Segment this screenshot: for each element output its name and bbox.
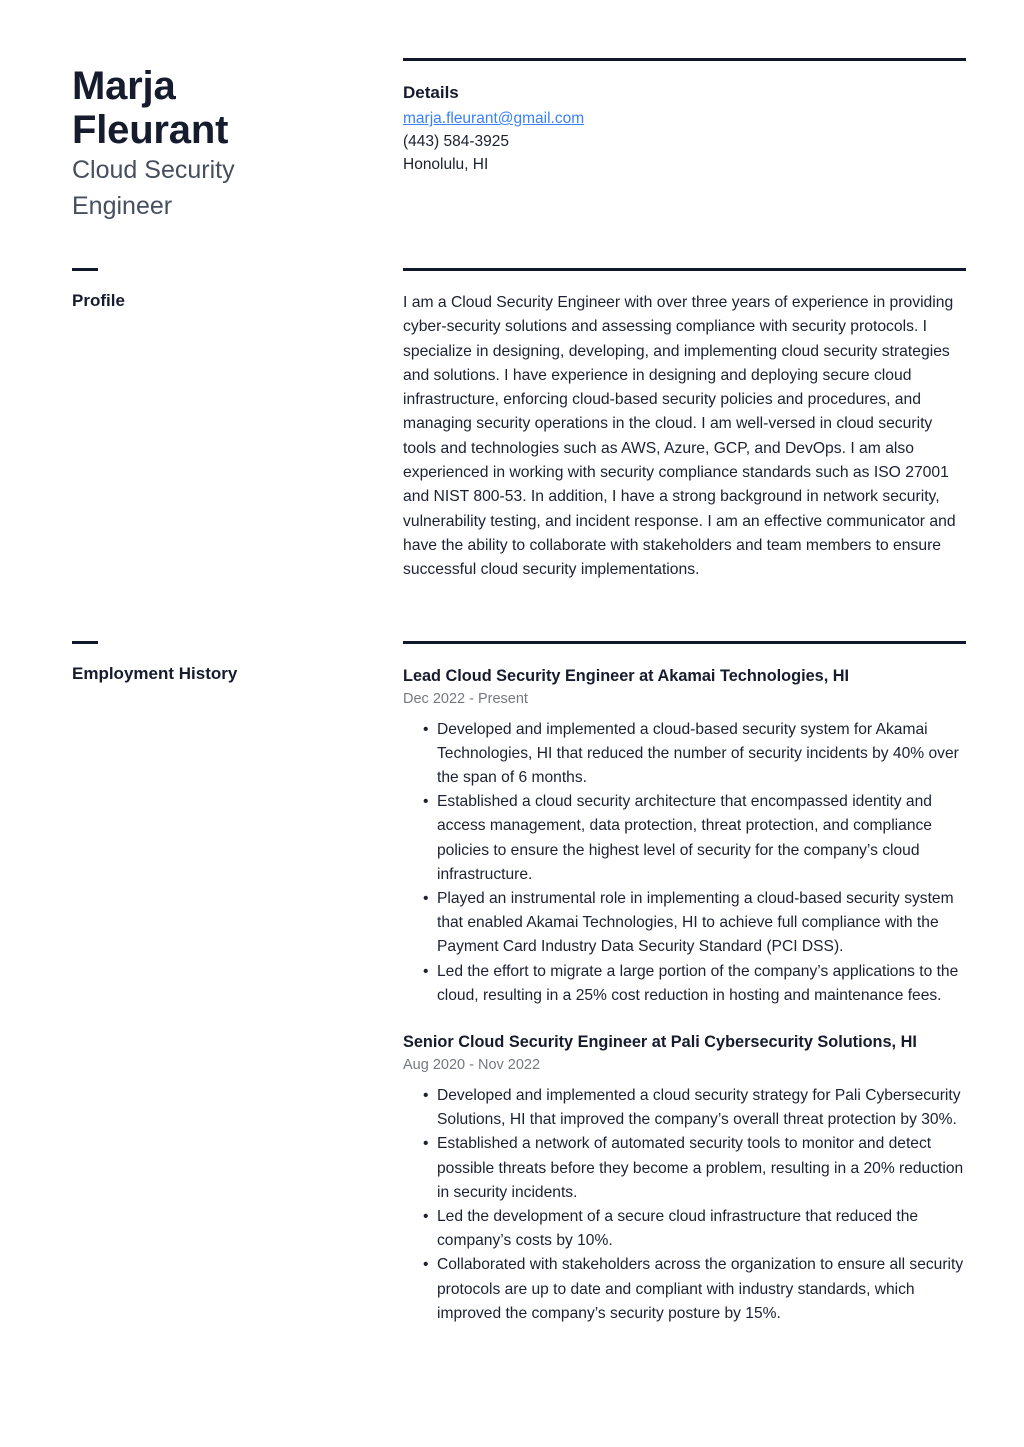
list-item [403,1084,966,1132]
list-item-text: Established a network of automated security tools to monitor and detect possible threats before they become a problem, resulting in a 20% reduction in security incidents. [437,1135,964,1201]
phone-number: (443) 584-3925 [403,133,509,150]
section-label-employment-history: Employment History [72,663,238,683]
employment-divider [403,641,966,644]
email-link[interactable]: marja.fleurant@gmail.com [403,110,585,127]
bullet-icon: • [423,889,429,907]
bullet-icon: • [423,962,429,980]
list-item-text: Led the development of a secure cloud infrastructure that reduced the company’s costs by 10%. [437,1208,919,1250]
employment-body [403,641,966,1326]
employment-entry [403,1030,966,1326]
profile-section [72,268,966,583]
bullet-icon: • [423,1135,429,1153]
details-section [403,58,966,176]
profile-body [403,268,966,583]
employment-entry-dates: Aug 2020 - Nov 2022 [403,1057,541,1073]
list-item [403,718,966,791]
employment-entry-heading: Lead Cloud Security Engineer at Akamai Technologies, HI [403,666,850,685]
employment-entry [403,664,966,1008]
bullet-icon: • [423,720,429,738]
bullet-icon: • [423,1208,429,1226]
list-item-text: Played an instrumental role in implementing a cloud-based security system that enabled Akamai Technologies, HI to achieve full compliance with the Payment Card Industry Data Security Standard (PCI DSS). [437,889,954,956]
location: Honolulu, HI [403,156,489,173]
list-item-text: Developed and implemented a cloud security strategy for Pali Cybersecurity Solutions, HI that improved the company’s overall threat protection by 30%. [437,1087,961,1129]
profile-divider [403,268,966,271]
page-title [72,58,287,152]
employment-label-column [72,641,403,685]
bullet-icon: • [423,793,429,811]
employment-entry-bullets [403,1084,966,1326]
employment-entry-bullets [403,718,966,1008]
list-item-text: Developed and implemented a cloud-based security system for Akamai Technologies, HI that reduced the number of security incidents by 40% over the span of 6 months. [437,720,959,786]
employment-entry-heading: Senior Cloud Security Engineer at Pali Cybersecurity Solutions, HI [403,1033,917,1051]
list-item [403,1253,966,1326]
profile-text: I am a Cloud Security Engineer with over three years of experience in providing cyber-security solutions and assessing compliance with security protocols. I specialize in designing, developing, and implementing cloud security strategies and solutions. I have experience in designing and deploying secure cloud infrastructure, enforcing cloud-based security policies and procedures, and managing security operations in the cloud. I am well-versed in cloud security tools and technologies such as AWS, Azure, GCP, and DevOps. I am also experienced in working with security compliance standards such as ISO 27001 and NIST 800-53. In addition, I have a strong background in network security, vulnerability testing, and incident response. I am an effective communicator and have the ability to collaborate with stakeholders and team members to ensure successful cloud security implementations. [403,294,956,579]
details-divider [403,58,966,61]
list-item [403,960,966,1008]
list-item-text: Led the effort to migrate a large portion of the company’s applications to the cloud, resulting in a 25% cost reduction in hosting and maintenance fees. [437,962,959,1004]
bullet-icon: • [423,1087,429,1104]
list-item [403,790,966,887]
last-name: Fleurant [72,108,229,152]
section-label-profile: Profile [72,291,125,310]
section-dash-marker [72,641,98,644]
list-item [403,1205,966,1253]
list-item-text: Established a cloud security architecture that encompassed identity and access management, data protection, threat protection, and compliance policies to ensure the highest level of security for the company’s cloud infrastructure. [437,793,932,883]
details-heading: Details [403,83,459,102]
bullet-icon: • [423,1256,429,1274]
header-identity [72,58,403,224]
list-item [403,1132,966,1205]
profile-label-column [72,268,403,312]
job-title: Cloud Security Engineer [72,156,235,220]
section-dash-marker [72,268,98,271]
employment-entry-dates: Dec 2022 - Present [403,690,528,707]
first-name: Marja [72,64,176,108]
list-item-text: Collaborated with stakeholders across the organization to ensure all security protocols are up to date and compliant with industry standards, which improved the company’s security posture by 15%. [437,1256,964,1322]
list-item [403,887,966,960]
details-email-row [403,107,966,130]
employment-section [72,641,966,1326]
header-section [72,58,966,224]
